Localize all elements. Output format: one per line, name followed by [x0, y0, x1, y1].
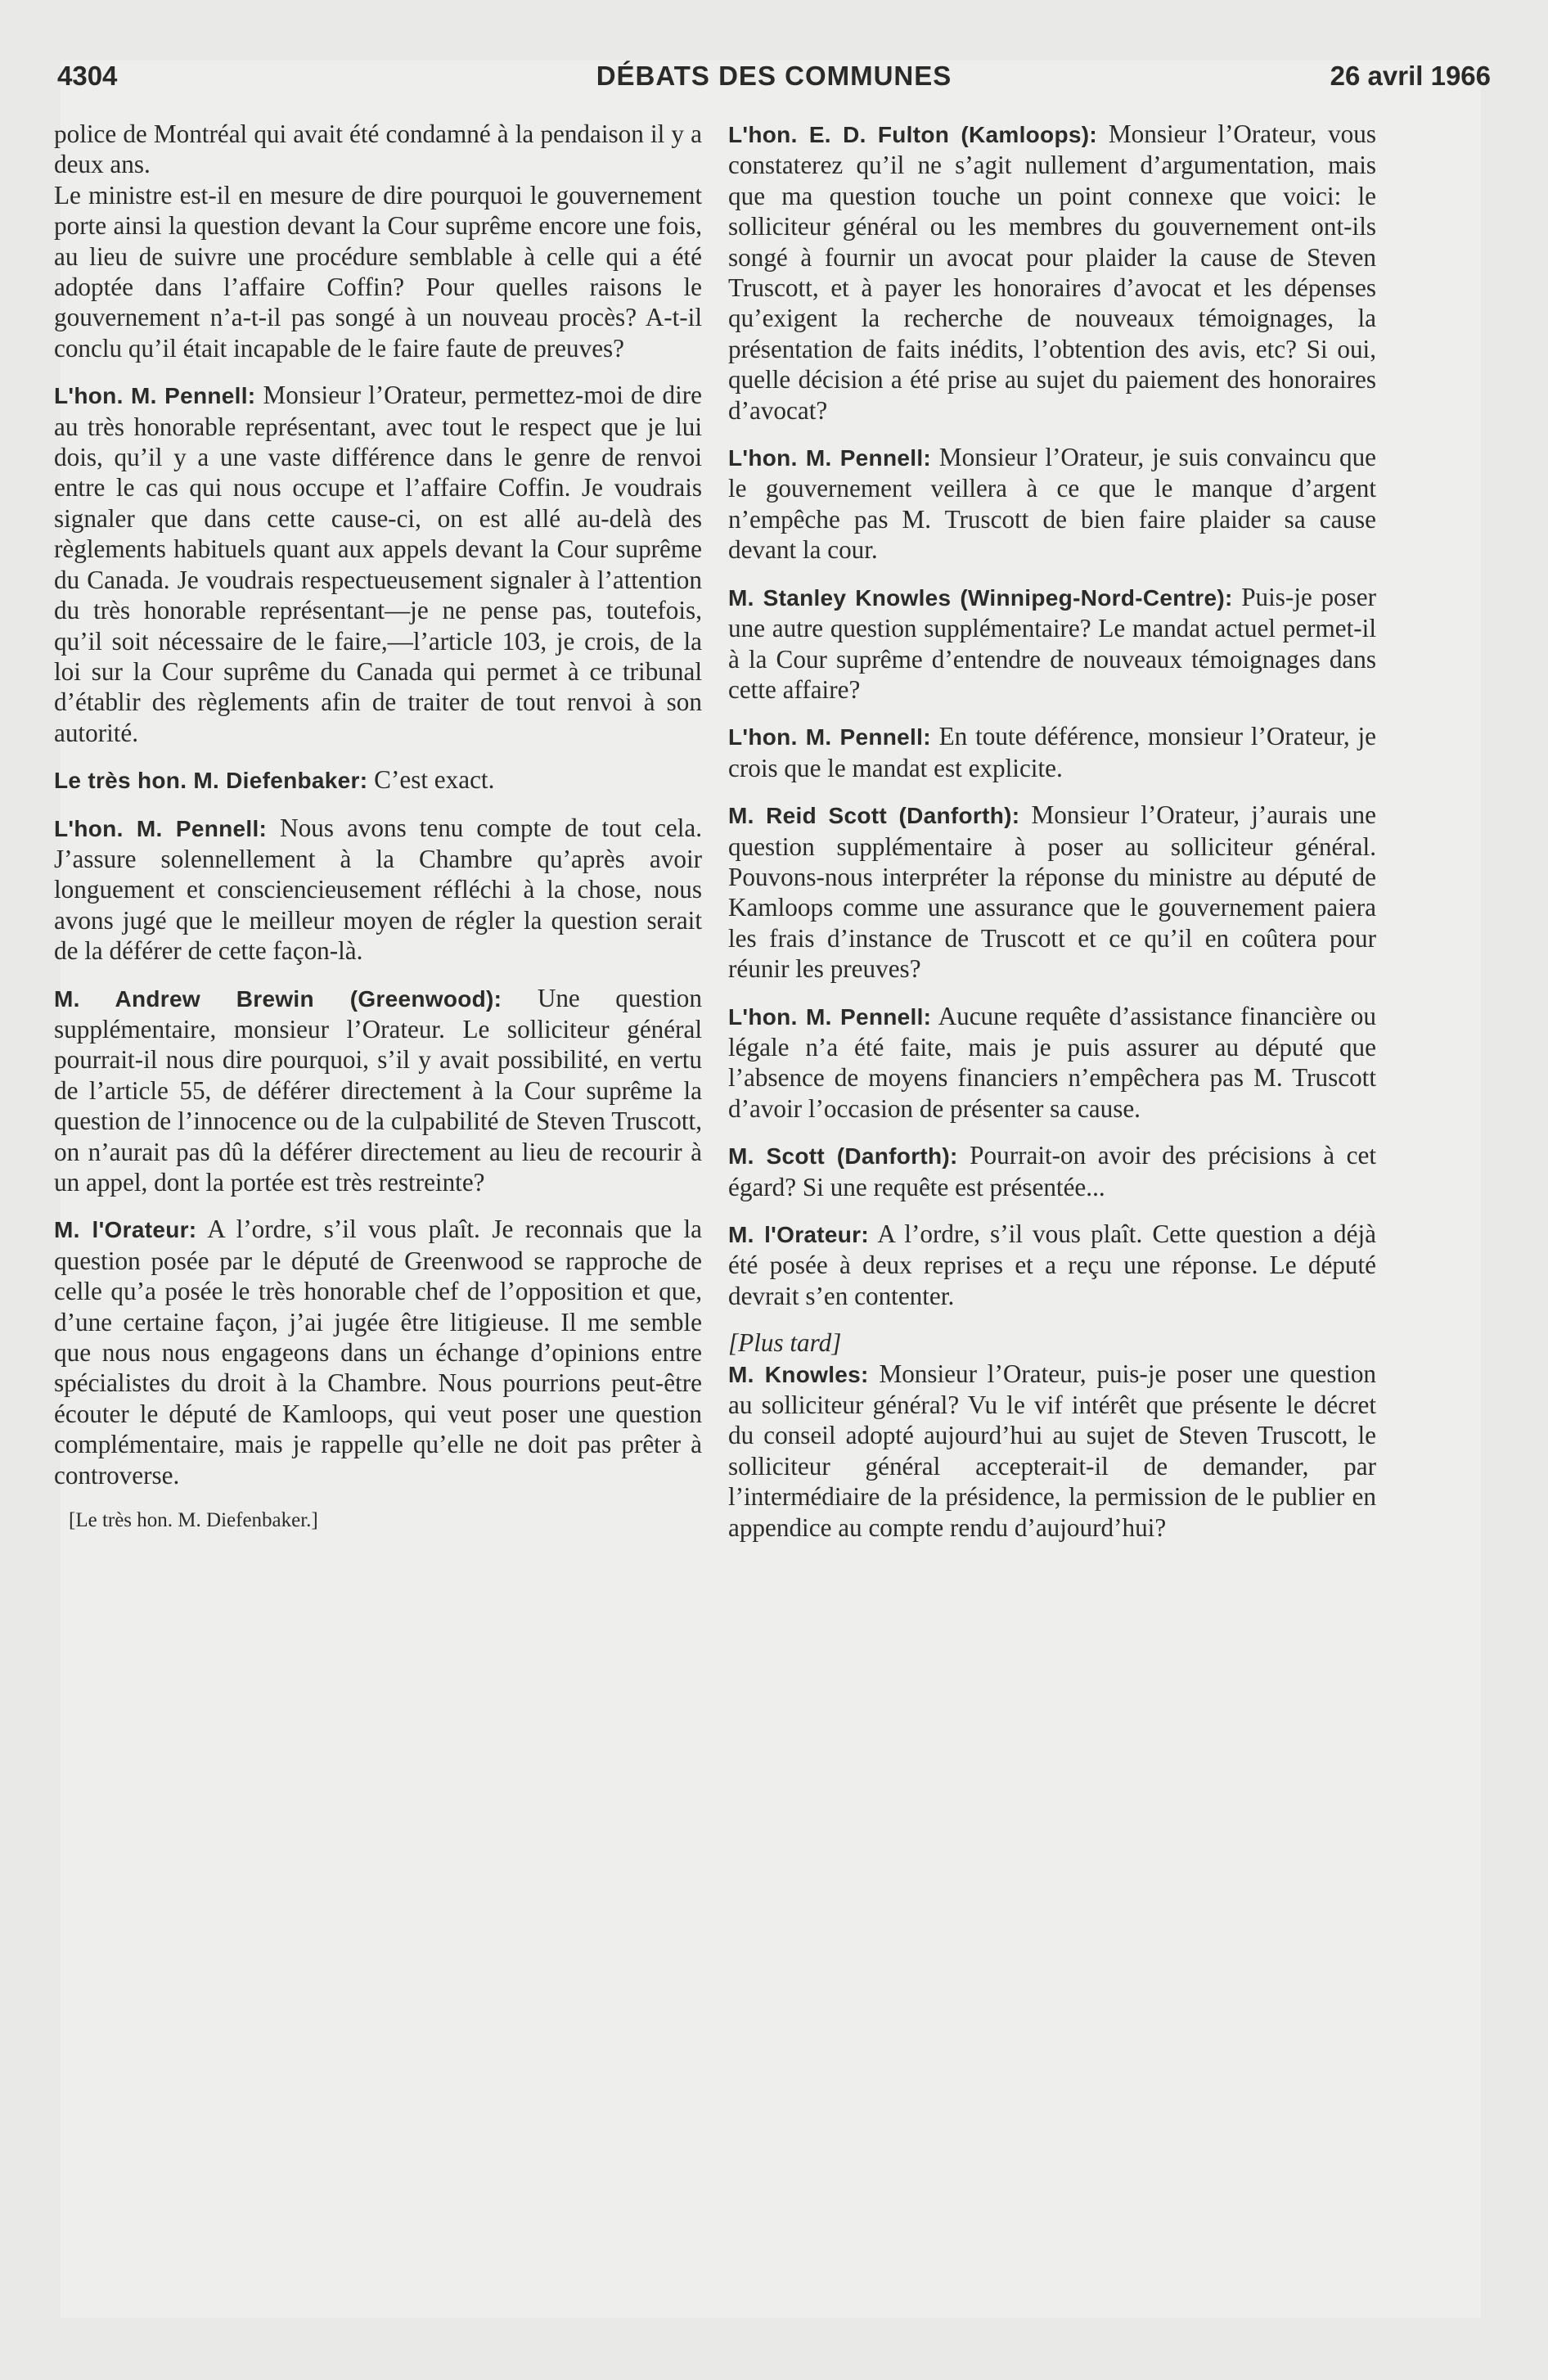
speech-text: En toute déférence, monsieur l’Orateur, je crois que le mandat est explicite. [728, 722, 1376, 782]
timing-note: [Plus tard] [728, 1328, 842, 1358]
speaker-name: Le très hon. M. Diefenbaker: [54, 768, 368, 794]
speech-text: A l’ordre, s’il vous plaît. Cette question a déjà été posée à deux reprises et a reçu une réponse. Le député devrait s’en contenter. [728, 1219, 1376, 1310]
paragraph [728, 582, 1376, 705]
speaker-name: L'hon. M. Pennell: [54, 815, 268, 841]
paragraph [54, 380, 702, 748]
footer-note: [Le très hon. M. Diefenbaker.] [69, 1509, 318, 1532]
page-number: 4304 [57, 61, 118, 91]
paragraph [728, 800, 1376, 984]
right-column [728, 119, 1376, 1543]
speaker-name: L'hon. M. Pennell: [728, 1003, 932, 1030]
paragraph [728, 1140, 1376, 1202]
paragraph [728, 119, 1376, 426]
page-header [57, 61, 1491, 101]
left-column [54, 119, 702, 1535]
speech-text: Monsieur l’Orateur, puis-je poser une question au solliciteur général? Vu le vif intérêt que présente le décret du conseil adopté aujourd’hui au sujet de Steven Truscott, le solliciteur général accepterait-il de demander, par l’intermédiaire de la présidence, la permission de le publier en appendice au compte rendu d’aujourd’hui? [728, 1359, 1377, 1542]
speech-text: Monsieur l’Orateur, j’aurais une question supplémentaire à poser au solliciteur général. Pouvons-nous interpréter la réponse du ministre au député de Kamloops comme une assurance que le gouvernement paiera les frais d’instance de Truscott et ce qu’il en coûtera pour réunir les preuves? [728, 800, 1376, 984]
speaker-name: M. l'Orateur: [728, 1222, 869, 1247]
speaker-name: M. Reid Scott (Danforth): [728, 803, 1020, 829]
running-title: DÉBATS DES COMMUNES [596, 61, 952, 91]
speaker-name: M. Stanley Knowles (Winnipeg-Nord-Centre): [728, 584, 1233, 611]
paragraph [728, 1219, 1376, 1311]
speech-text: Une question supplémentaire, monsieur l’Orateur. Le solliciteur général pourrait-il nous dire pourquoi, s’il y avait possibilité, en vertu de l’article 55, de déférer directement à la Cour suprême la question de l’innocence ou de la culpabilité de Steven Truscott, on n’aurait pas dû la déférer directement au lieu de recourir à un appel, dont la portée est très restreinte? [54, 983, 702, 1197]
paragraph [728, 1001, 1376, 1125]
speaker-name: M. Andrew Brewin (Greenwood): [54, 985, 502, 1012]
page-date: 26 avril 1966 [1330, 61, 1491, 91]
speaker-name: L'hon. M. Pennell: [728, 724, 931, 751]
speech-text: Monsieur l’Orateur, permettez-moi de dire au très honorable représentant, avec tout le respect que je lui dois, qu’il y a une vaste différence dans le genre de renvoi entre le cas qui nous occupe et l’affaire Coffin. Je voudrais signaler que dans cette cause-ci, on est allé au-delà des règlements habituels quant aux appels devant la Cour suprême du Canada. Je voudrais respectueusement signaler à l’attention du très honorable représentant—je ne pense pas, toutefois, qu’il soit nécessaire de le faire,—l’article 103, je crois, de la loi sur la Cour suprême du Canada qui permet à ce tribunal d’établir des règlements afin de traiter de tout renvoi à son autorité. [54, 381, 702, 747]
speech-text: Puis-je poser une autre question supplémentaire? Le mandat actuel permet-il à la Cour suprême d’entendre de nouveaux témoignages dans cette affaire? [728, 582, 1377, 704]
speaker-name: L'hon. M. Pennell: [728, 445, 932, 471]
speech-text: C’est exact. [367, 765, 495, 795]
speaker-name: L'hon. M. Pennell: [54, 383, 256, 409]
speech-text: Monsieur l’Orateur, je suis convaincu que le gouvernement veillera à ce que le manque d’argent n’empêche pas M. Truscott de bien faire plaider sa cause devant la cour. [728, 443, 1377, 565]
paragraph [728, 1359, 1376, 1543]
speech-text: Nous avons tenu compte de tout cela. J’assure solennellement à la Chambre qu’après avoir longuement et consciencieusement réfléchi à la chose, nous avons jugé que le meilleur moyen de régler la question serait de la déférer de cette façon-là. [54, 813, 702, 966]
paragraph [54, 813, 702, 967]
paragraph [54, 764, 702, 796]
paragraph [54, 1214, 702, 1490]
speaker-name: M. l'Orateur: [54, 1217, 197, 1243]
speech-text: A l’ordre, s’il vous plaît. Je reconnais que la question posée par le député de Greenwood se rapproche de celle qu’a posée le très honorable chef de l’opposition et que, d’une certaine façon, j’ai jugée être litigieuse. Il me semble que nous nous engageons dans un échange d’opinions entre spécialistes du droit à la Chambre. Nous pourrions peut-être écouter le député de Kamloops, qui veut poser une question complémentaire, mais je rappelle qu’elle ne doit pas prêter à controverse. [54, 1215, 702, 1490]
paragraph [728, 442, 1376, 566]
paragraph [54, 983, 702, 1198]
speaker-name: M. Scott (Danforth): [728, 1143, 958, 1170]
speaker-name: M. Knowles: [728, 1361, 869, 1387]
paragraph: Le ministre est-il en mesure de dire pourquoi le gouvernement porte ainsi la question devant la Cour suprême encore une fois, au lieu de suivre une procédure semblable à celle qui a été adoptée dans l’affaire Coffin? Pour quelles raisons le gouvernement n’a-t-il pas songé à un nouveau procès? A-t-il conclu qu’il était incapable de le faire faute de preuves? [54, 180, 702, 363]
paragraph: police de Montréal qui avait été condamné à la pendaison il y a deux ans. [54, 119, 702, 179]
speech-text: Monsieur l’Orateur, vous constaterez qu’il ne s’agit nullement d’argumentation, mais que ma question touche un point connexe que voici: le solliciteur général ou les membres du gouvernement ont-ils songé à fournir un avocat pour plaider la cause de Steven Truscott, et à payer les honoraires d’avocat et les dépenses qu’exigent la recherche de nouveaux témoignages, la présentation de faits inédits, l’obtention des avis, etc? Si oui, quelle décision a été prise au sujet du paiement des honoraires d’avocat? [728, 119, 1377, 425]
paragraph [728, 721, 1376, 783]
speech-text: Pourrait-on avoir des précisions à cet égard? Si une requête est présentée... [728, 1141, 1376, 1201]
speech-text: Aucune requête d’assistance financière ou légale n’a été faite, mais je puis assurer au député que l’absence de moyens financiers n’empêchera pas M. Truscott d’avoir l’occasion de présenter sa cause. [728, 1001, 1376, 1123]
speaker-name: L'hon. E. D. Fulton (Kamloops): [728, 122, 1097, 147]
